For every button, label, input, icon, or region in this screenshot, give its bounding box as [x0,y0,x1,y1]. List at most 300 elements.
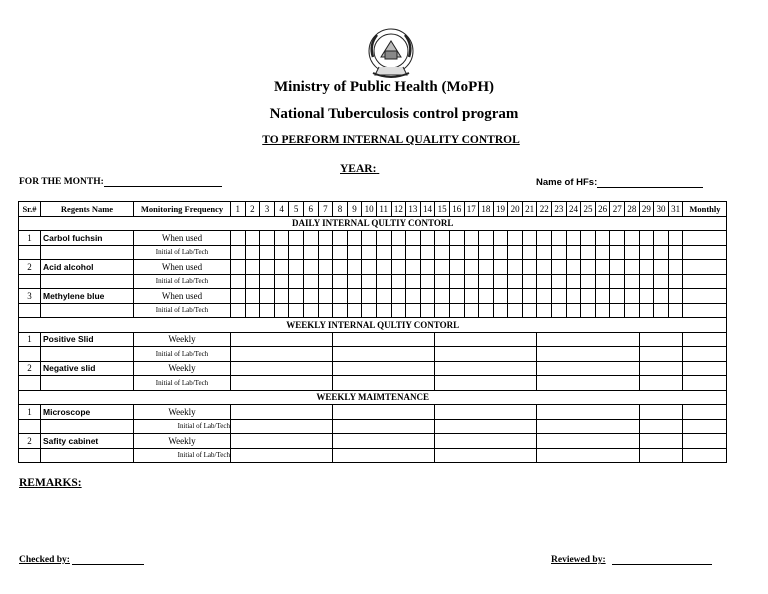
col-header-day: 13 [406,202,421,217]
monthly-initial-cell[interactable] [683,245,727,260]
day-check-cell[interactable] [537,260,552,275]
day-check-cell[interactable] [362,289,377,304]
day-check-cell[interactable] [566,231,581,246]
week-initial-cell[interactable] [435,419,537,434]
week-check-cell[interactable] [639,405,683,420]
day-check-cell[interactable] [449,231,464,246]
day-initial-cell[interactable] [333,274,348,289]
day-check-cell[interactable] [464,289,479,304]
day-check-cell[interactable] [347,289,362,304]
day-check-cell[interactable] [552,231,567,246]
day-initial-cell[interactable] [391,274,406,289]
week-initial-cell[interactable] [639,448,683,463]
monthly-initial-cell[interactable] [683,448,727,463]
week-initial-cell[interactable] [231,347,333,362]
day-check-cell[interactable] [479,260,494,275]
day-initial-cell[interactable] [318,303,333,318]
day-check-cell[interactable] [376,260,391,275]
col-header-day: 16 [449,202,464,217]
day-initial-cell[interactable] [274,303,289,318]
day-initial-cell[interactable] [333,303,348,318]
col-header-day: 12 [391,202,406,217]
day-initial-cell[interactable] [552,303,567,318]
day-check-cell[interactable] [435,260,450,275]
month-field[interactable] [19,177,222,187]
day-initial-cell[interactable] [362,245,377,260]
day-check-cell[interactable] [260,231,275,246]
row-sr-empty [19,245,41,260]
day-initial-cell[interactable] [537,274,552,289]
day-initial-cell[interactable] [668,303,683,318]
day-check-cell[interactable] [231,260,246,275]
monthly-cell[interactable] [683,260,727,275]
day-check-cell[interactable] [362,231,377,246]
day-initial-cell[interactable] [479,245,494,260]
day-check-cell[interactable] [376,289,391,304]
day-initial-cell[interactable] [537,303,552,318]
maintenance-section-title-row [19,390,727,405]
day-initial-cell[interactable] [522,274,537,289]
hfs-field[interactable] [536,177,703,188]
day-initial-cell[interactable] [231,274,246,289]
day-initial-cell[interactable] [376,245,391,260]
col-header-monthly: Monthly [683,202,727,217]
day-check-cell[interactable] [493,231,508,246]
day-check-cell[interactable] [347,260,362,275]
day-check-cell[interactable] [625,260,640,275]
day-check-cell[interactable] [610,260,625,275]
row-name-empty [41,448,134,463]
day-initial-cell[interactable] [668,274,683,289]
day-check-cell[interactable] [449,260,464,275]
week-initial-cell[interactable] [537,448,639,463]
day-initial-cell[interactable] [318,245,333,260]
day-initial-cell[interactable] [639,274,654,289]
maintenance-section-title: WEEKLY MAIMTENANCE [19,390,727,405]
day-initial-cell[interactable] [420,245,435,260]
day-check-cell[interactable] [552,260,567,275]
day-check-cell[interactable] [508,289,523,304]
day-check-cell[interactable] [581,231,596,246]
day-initial-cell[interactable] [508,245,523,260]
day-initial-cell[interactable] [610,274,625,289]
monthly-cell[interactable] [683,231,727,246]
row-sr-empty [19,376,41,391]
day-initial-cell[interactable] [581,303,596,318]
day-check-cell[interactable] [479,231,494,246]
row-sr-empty [19,303,41,318]
row-regent-name: Acid alcohol [41,260,134,275]
day-check-cell[interactable] [595,289,610,304]
row-initial-label: Initial of Lab/Tech [134,376,231,391]
checked-by-line [72,564,144,565]
day-initial-cell[interactable] [508,303,523,318]
week-check-cell[interactable] [537,434,639,449]
col-header-day: 8 [333,202,348,217]
day-initial-cell[interactable] [639,245,654,260]
month-line [104,186,222,187]
day-check-cell[interactable] [274,260,289,275]
day-initial-cell[interactable] [318,274,333,289]
day-initial-cell[interactable] [537,245,552,260]
week-initial-cell[interactable] [435,347,537,362]
day-initial-cell[interactable] [581,245,596,260]
week-check-cell[interactable] [231,405,333,420]
day-initial-cell[interactable] [464,303,479,318]
day-initial-cell[interactable] [347,303,362,318]
week-check-cell[interactable] [435,361,537,376]
day-initial-cell[interactable] [303,274,318,289]
day-initial-cell[interactable] [654,245,669,260]
day-check-cell[interactable] [610,289,625,304]
day-initial-cell[interactable] [289,274,304,289]
day-check-cell[interactable] [333,231,348,246]
day-initial-cell[interactable] [406,245,421,260]
week-check-cell[interactable] [231,361,333,376]
week-initial-cell[interactable] [639,347,683,362]
col-header-frequency: Monitoring Frequency [134,202,231,217]
day-initial-cell[interactable] [391,245,406,260]
day-check-cell[interactable] [303,231,318,246]
week-initial-cell[interactable] [333,448,435,463]
day-initial-cell[interactable] [420,274,435,289]
monthly-cell[interactable] [683,361,727,376]
day-initial-cell[interactable] [610,245,625,260]
row-frequency: When used [134,289,231,304]
week-check-cell[interactable] [231,332,333,347]
day-check-cell[interactable] [362,260,377,275]
week-check-cell[interactable] [435,332,537,347]
day-initial-cell[interactable] [552,245,567,260]
day-check-cell[interactable] [493,260,508,275]
day-initial-cell[interactable] [449,274,464,289]
day-check-cell[interactable] [522,289,537,304]
week-initial-cell[interactable] [333,419,435,434]
day-check-cell[interactable] [654,231,669,246]
day-initial-cell[interactable] [435,303,450,318]
day-check-cell[interactable] [274,289,289,304]
day-check-cell[interactable] [522,231,537,246]
day-initial-cell[interactable] [231,303,246,318]
day-initial-cell[interactable] [464,245,479,260]
day-initial-cell[interactable] [479,303,494,318]
week-initial-cell[interactable] [231,376,333,391]
ministry-title: Ministry of Public Health (MoPH) [274,79,494,95]
day-check-cell[interactable] [610,231,625,246]
day-check-cell[interactable] [668,231,683,246]
day-initial-cell[interactable] [362,274,377,289]
day-initial-cell[interactable] [260,245,275,260]
day-initial-cell[interactable] [625,303,640,318]
qc-table [18,201,727,463]
year-label: YEAR: [340,163,377,175]
row-initial-label: Initial of Lab/Tech [134,245,231,260]
day-initial-cell[interactable] [595,303,610,318]
row-initial-label: Initial of Lab/Tech [134,419,231,434]
day-initial-cell[interactable] [479,274,494,289]
week-initial-cell[interactable] [639,419,683,434]
day-check-cell[interactable] [639,289,654,304]
week-check-cell[interactable] [435,434,537,449]
day-initial-cell[interactable] [303,303,318,318]
week-check-cell[interactable] [333,332,435,347]
monthly-cell[interactable] [683,289,727,304]
week-check-cell[interactable] [333,434,435,449]
row-name-empty [41,419,134,434]
monthly-initial-cell[interactable] [683,419,727,434]
day-initial-cell[interactable] [376,274,391,289]
day-initial-cell[interactable] [493,274,508,289]
day-check-cell[interactable] [289,289,304,304]
day-check-cell[interactable] [464,260,479,275]
day-initial-cell[interactable] [566,303,581,318]
col-header-day: 25 [581,202,596,217]
col-header-day: 15 [435,202,450,217]
col-header-day: 26 [595,202,610,217]
row-frequency: Weekly [134,361,231,376]
row-name-empty [41,347,134,362]
day-check-cell[interactable] [508,231,523,246]
day-check-cell[interactable] [508,260,523,275]
day-check-cell[interactable] [333,260,348,275]
remarks-label: REMARKS: [19,477,82,489]
week-initial-cell[interactable] [435,376,537,391]
day-initial-cell[interactable] [274,274,289,289]
day-check-cell[interactable] [406,289,421,304]
day-initial-cell[interactable] [347,274,362,289]
day-initial-cell[interactable] [420,303,435,318]
day-check-cell[interactable] [668,289,683,304]
week-check-cell[interactable] [639,361,683,376]
day-initial-cell[interactable] [274,245,289,260]
day-initial-cell[interactable] [595,274,610,289]
day-initial-cell[interactable] [581,274,596,289]
row-initial-label: Initial of Lab/Tech [134,448,231,463]
table-row [19,332,727,347]
day-check-cell[interactable] [318,260,333,275]
col-header-day: 17 [464,202,479,217]
day-check-cell[interactable] [376,231,391,246]
day-check-cell[interactable] [245,260,260,275]
day-initial-cell[interactable] [522,303,537,318]
day-check-cell[interactable] [625,289,640,304]
day-initial-cell[interactable] [391,303,406,318]
day-check-cell[interactable] [654,289,669,304]
monthly-initial-cell[interactable] [683,347,727,362]
day-check-cell[interactable] [231,289,246,304]
form-purpose: TO PERFORM INTERNAL QUALITY CONTROL [262,134,520,146]
day-check-cell[interactable] [391,231,406,246]
week-check-cell[interactable] [639,332,683,347]
day-check-cell[interactable] [289,260,304,275]
day-check-cell[interactable] [245,289,260,304]
col-header-day: 29 [639,202,654,217]
day-check-cell[interactable] [595,260,610,275]
day-initial-cell[interactable] [566,245,581,260]
day-check-cell[interactable] [537,289,552,304]
table-row [19,361,727,376]
day-check-cell[interactable] [391,289,406,304]
day-check-cell[interactable] [347,231,362,246]
day-check-cell[interactable] [581,260,596,275]
day-check-cell[interactable] [435,231,450,246]
day-check-cell[interactable] [566,289,581,304]
day-check-cell[interactable] [654,260,669,275]
day-check-cell[interactable] [333,289,348,304]
day-check-cell[interactable] [595,231,610,246]
day-check-cell[interactable] [406,231,421,246]
table-row-initial [19,376,727,391]
day-initial-cell[interactable] [347,245,362,260]
day-initial-cell[interactable] [362,303,377,318]
week-initial-cell[interactable] [639,376,683,391]
day-initial-cell[interactable] [245,274,260,289]
day-initial-cell[interactable] [493,245,508,260]
day-check-cell[interactable] [464,231,479,246]
row-regent-name: Positive Slid [41,332,134,347]
day-check-cell[interactable] [260,289,275,304]
row-frequency: When used [134,260,231,275]
row-regent-name: Carbol fuchsin [41,231,134,246]
day-initial-cell[interactable] [668,245,683,260]
day-check-cell[interactable] [391,260,406,275]
day-initial-cell[interactable] [625,274,640,289]
day-initial-cell[interactable] [449,303,464,318]
day-initial-cell[interactable] [260,274,275,289]
day-initial-cell[interactable] [260,303,275,318]
day-check-cell[interactable] [289,231,304,246]
day-initial-cell[interactable] [522,245,537,260]
monthly-initial-cell[interactable] [683,303,727,318]
day-check-cell[interactable] [668,260,683,275]
day-check-cell[interactable] [420,260,435,275]
week-initial-cell[interactable] [231,448,333,463]
day-initial-cell[interactable] [639,303,654,318]
week-initial-cell[interactable] [537,376,639,391]
col-header-sr: Sr.# [19,202,41,217]
col-header-day: 31 [668,202,683,217]
day-initial-cell[interactable] [435,274,450,289]
table-row [19,231,727,246]
week-initial-cell[interactable] [231,419,333,434]
day-initial-cell[interactable] [449,245,464,260]
row-sr-empty [19,274,41,289]
day-initial-cell[interactable] [303,245,318,260]
day-initial-cell[interactable] [566,274,581,289]
day-initial-cell[interactable] [508,274,523,289]
col-header-day: 18 [479,202,494,217]
week-check-cell[interactable] [231,434,333,449]
day-check-cell[interactable] [245,231,260,246]
day-check-cell[interactable] [639,231,654,246]
day-check-cell[interactable] [274,231,289,246]
row-regent-name: Methylene blue [41,289,134,304]
day-initial-cell[interactable] [464,274,479,289]
day-initial-cell[interactable] [654,303,669,318]
row-sr-empty [19,448,41,463]
reviewed-by-field[interactable] [551,555,712,565]
day-initial-cell[interactable] [406,274,421,289]
table-row-initial [19,245,727,260]
day-initial-cell[interactable] [595,245,610,260]
week-initial-cell[interactable] [333,347,435,362]
day-initial-cell[interactable] [333,245,348,260]
week-initial-cell[interactable] [435,448,537,463]
day-initial-cell[interactable] [625,245,640,260]
day-check-cell[interactable] [552,289,567,304]
day-check-cell[interactable] [318,289,333,304]
day-check-cell[interactable] [449,289,464,304]
day-check-cell[interactable] [231,231,246,246]
monthly-cell[interactable] [683,434,727,449]
day-check-cell[interactable] [537,231,552,246]
day-initial-cell[interactable] [493,303,508,318]
week-check-cell[interactable] [537,361,639,376]
day-check-cell[interactable] [581,289,596,304]
day-check-cell[interactable] [420,231,435,246]
day-check-cell[interactable] [639,260,654,275]
day-initial-cell[interactable] [654,274,669,289]
week-check-cell[interactable] [537,405,639,420]
day-check-cell[interactable] [318,231,333,246]
col-header-day: 20 [508,202,523,217]
day-initial-cell[interactable] [610,303,625,318]
week-initial-cell[interactable] [333,376,435,391]
checked-by-field[interactable] [19,555,144,565]
day-check-cell[interactable] [566,260,581,275]
day-initial-cell[interactable] [245,245,260,260]
col-header-day: 27 [610,202,625,217]
day-check-cell[interactable] [479,289,494,304]
hfs-label: Name of HFs: [536,177,598,188]
day-check-cell[interactable] [303,289,318,304]
week-check-cell[interactable] [333,405,435,420]
day-check-cell[interactable] [303,260,318,275]
monthly-initial-cell[interactable] [683,274,727,289]
monthly-cell[interactable] [683,405,727,420]
day-check-cell[interactable] [522,260,537,275]
day-initial-cell[interactable] [231,245,246,260]
row-sr: 1 [19,405,41,420]
day-initial-cell[interactable] [289,303,304,318]
day-initial-cell[interactable] [552,274,567,289]
day-check-cell[interactable] [435,289,450,304]
col-header-regents: Regents Name [41,202,134,217]
week-check-cell[interactable] [333,361,435,376]
row-sr: 1 [19,332,41,347]
day-check-cell[interactable] [420,289,435,304]
week-check-cell[interactable] [639,434,683,449]
day-check-cell[interactable] [493,289,508,304]
col-header-day: 9 [347,202,362,217]
monthly-initial-cell[interactable] [683,376,727,391]
row-initial-label: Initial of Lab/Tech [134,274,231,289]
day-initial-cell[interactable] [245,303,260,318]
day-check-cell[interactable] [406,260,421,275]
monthly-cell[interactable] [683,332,727,347]
week-initial-cell[interactable] [537,419,639,434]
day-initial-cell[interactable] [406,303,421,318]
week-initial-cell[interactable] [537,347,639,362]
week-check-cell[interactable] [537,332,639,347]
day-initial-cell[interactable] [435,245,450,260]
day-initial-cell[interactable] [289,245,304,260]
col-header-day: 11 [376,202,391,217]
day-initial-cell[interactable] [376,303,391,318]
week-check-cell[interactable] [435,405,537,420]
day-check-cell[interactable] [260,260,275,275]
day-check-cell[interactable] [625,231,640,246]
